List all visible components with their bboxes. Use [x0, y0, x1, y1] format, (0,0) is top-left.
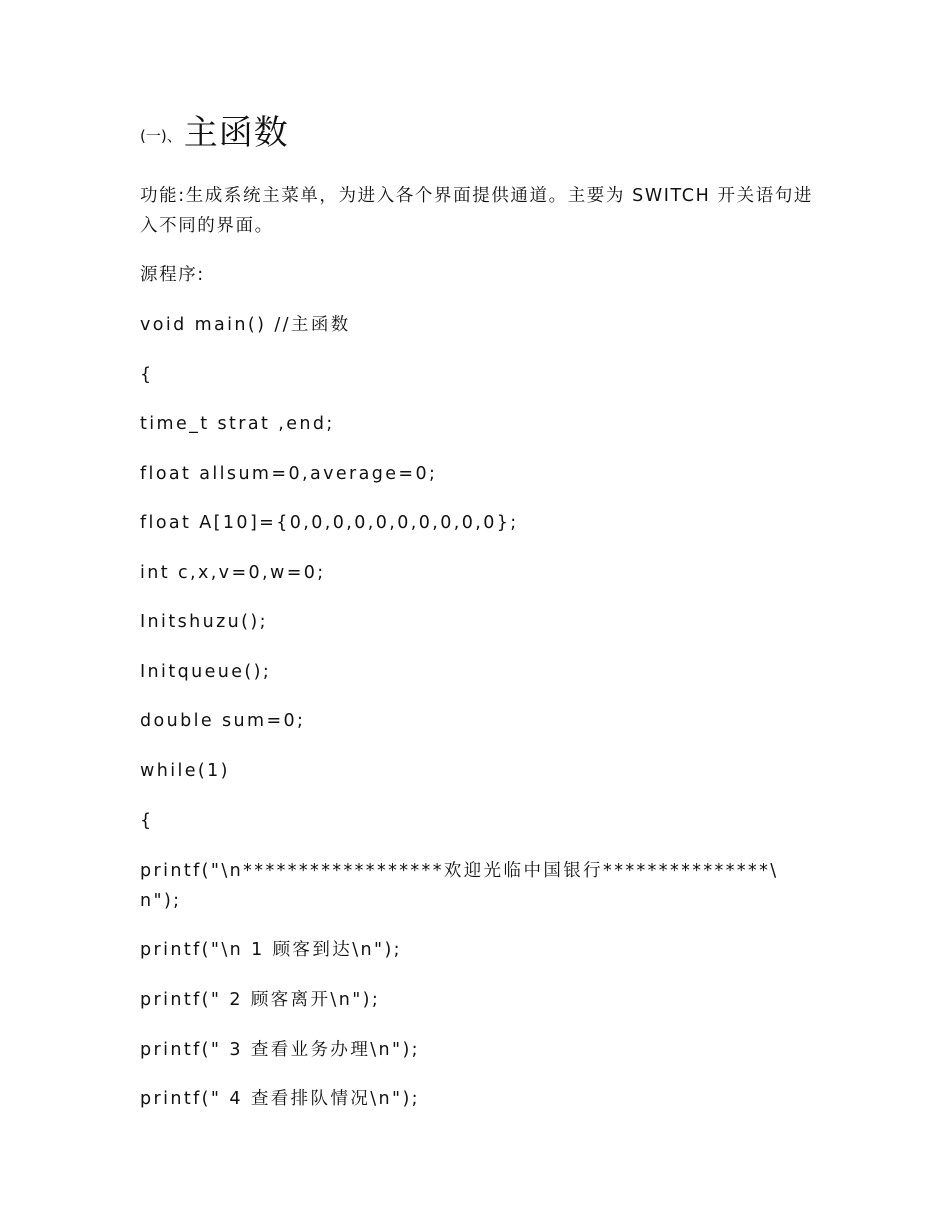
description-line-1: 功能:生成系统主菜单，为进入各个界面提供通道。主要为 SWITCH 开关语句进	[140, 186, 814, 206]
code-line: printf(" 3 查看业务办理\n");	[140, 1040, 420, 1060]
code-line: time_t strat ,end;	[140, 414, 335, 434]
code-line: {	[140, 365, 154, 385]
code-line: Initqueue();	[140, 662, 272, 682]
code-line: printf(" 4 查看排队情况\n");	[140, 1089, 420, 1109]
code-line: printf("\n 1 顾客到达\n");	[140, 940, 402, 960]
description-line-2: 入不同的界面。	[140, 216, 274, 236]
code-line: n");	[140, 891, 182, 911]
code-line: printf("\n******************欢迎光临中国银行***************\	[140, 861, 779, 881]
section-number: (一)、	[140, 127, 182, 145]
code-line: while(1)	[140, 761, 230, 781]
section-title: 主函数	[183, 113, 289, 153]
code-line: Initshuzu();	[140, 612, 268, 632]
code-line: int c,x,v=0,w=0;	[140, 563, 326, 583]
code-line: void main() //主函数	[140, 315, 351, 335]
code-line: float A[10]={0,0,0,0,0,0,0,0,0,0};	[140, 513, 519, 533]
code-line: float allsum=0,average=0;	[140, 464, 438, 484]
code-line: {	[140, 811, 154, 831]
source-label: 源程序:	[140, 265, 205, 285]
code-line: printf(" 2 顾客离开\n");	[140, 990, 381, 1010]
code-line: double sum=0;	[140, 711, 306, 731]
section-heading	[140, 113, 289, 153]
